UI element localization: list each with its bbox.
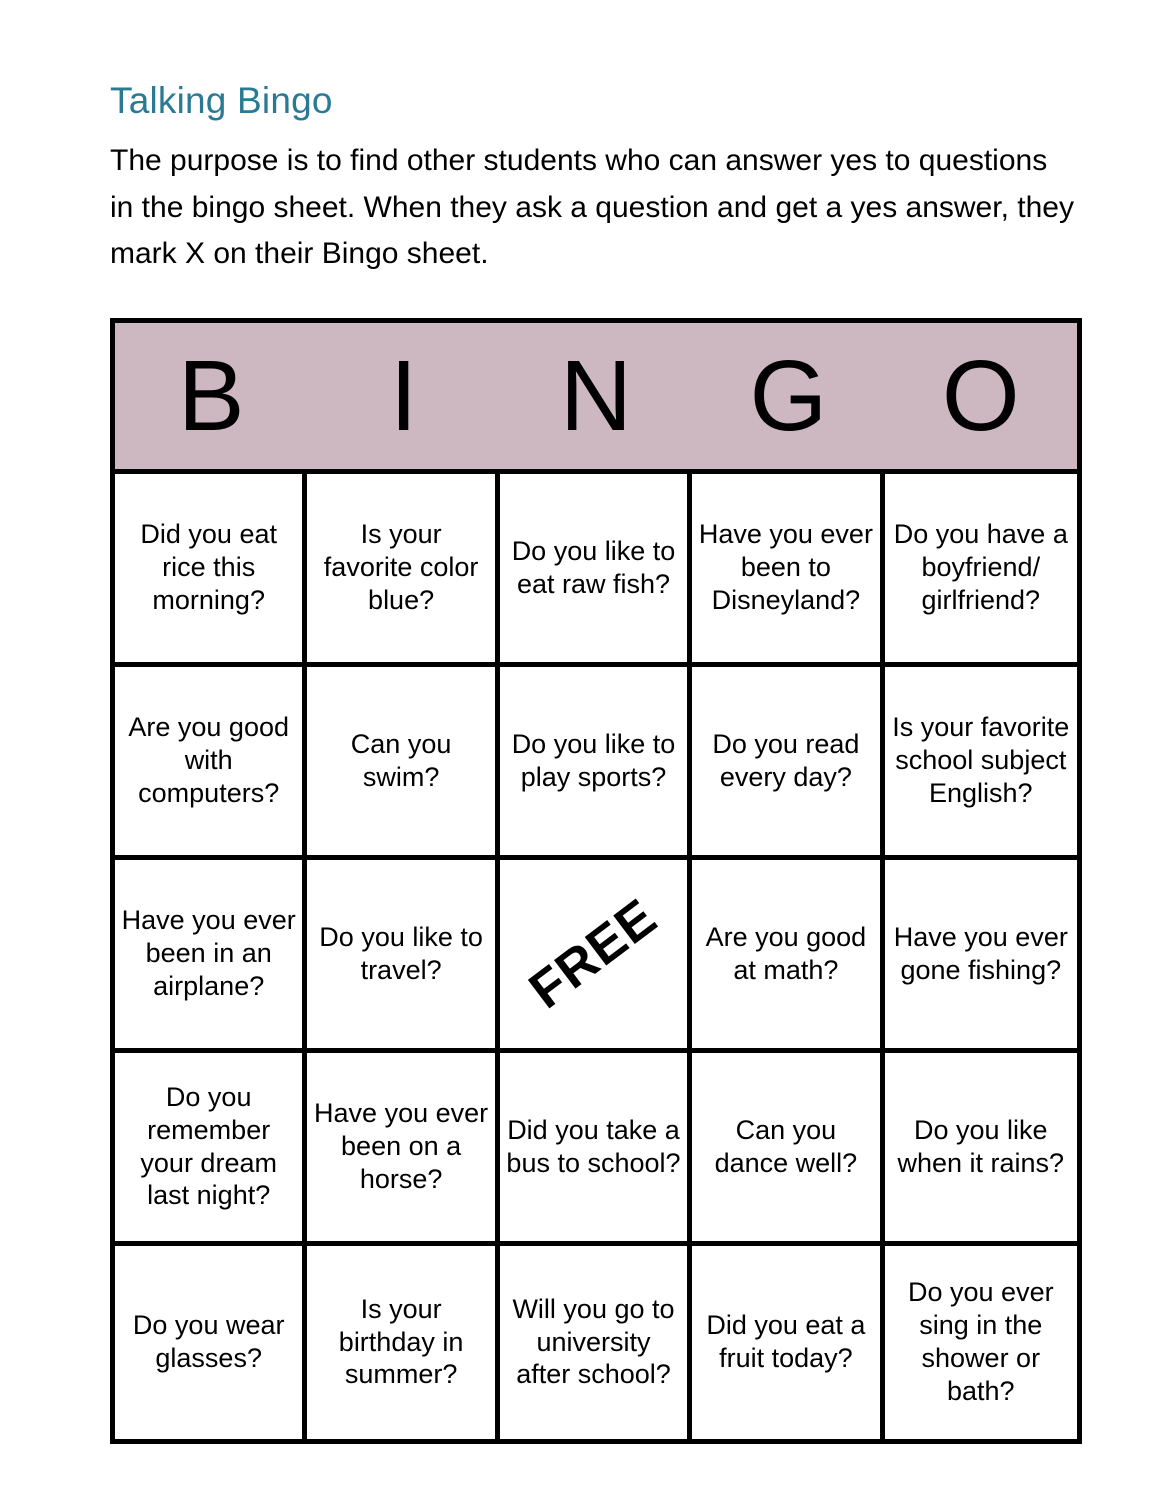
bingo-cell[interactable]: Do you remember your dream last night? [115, 1053, 307, 1246]
bingo-cell[interactable]: Is your favorite color blue? [307, 474, 499, 667]
bingo-cell[interactable]: Have you ever been to Disneyland? [692, 474, 884, 667]
bingo-cell[interactable]: Are you good with computers? [115, 667, 307, 860]
bingo-cell[interactable]: Have you ever been on a horse? [307, 1053, 499, 1246]
bingo-cell[interactable]: Are you good at math? [692, 860, 884, 1053]
bingo-cell[interactable]: Do you have a boyfriend/ girlfriend? [885, 474, 1077, 667]
bingo-cell[interactable]: Have you ever gone fishing? [885, 860, 1077, 1053]
bingo-cell[interactable]: Do you like to eat raw fish? [500, 474, 692, 667]
bingo-cell[interactable]: Did you take a bus to school? [500, 1053, 692, 1246]
bingo-header-letter-i: I [389, 339, 418, 452]
bingo-cell[interactable]: Can you swim? [307, 667, 499, 860]
page-title: Talking Bingo [110, 80, 333, 121]
bingo-cell[interactable]: Is your favorite school subject English? [885, 667, 1077, 860]
bingo-cell[interactable]: Do you wear glasses? [115, 1246, 307, 1439]
bingo-cell[interactable]: Will you go to university after school? [500, 1246, 692, 1439]
bingo-cell-free[interactable] [500, 860, 692, 1053]
free-label: FREE [519, 887, 668, 1020]
bingo-card [110, 318, 1082, 1444]
bingo-cell[interactable]: Is your birthday in summer? [307, 1246, 499, 1439]
bingo-grid [115, 474, 1077, 1439]
bingo-cell[interactable]: Did you eat a fruit today? [692, 1246, 884, 1439]
bingo-cell[interactable]: Did you eat rice this morning? [115, 474, 307, 667]
bingo-header-letter-b: B [177, 339, 245, 452]
bingo-header-letter-o: O [941, 339, 1020, 452]
bingo-header-row [115, 323, 1077, 474]
bingo-cell[interactable]: Can you dance well? [692, 1053, 884, 1246]
bingo-cell[interactable]: Do you like to play sports? [500, 667, 692, 860]
bingo-cell[interactable]: Do you like to travel? [307, 860, 499, 1053]
bingo-cell[interactable]: Do you ever sing in the shower or bath? [885, 1246, 1077, 1439]
bingo-cell[interactable]: Do you read every day? [692, 667, 884, 860]
instructions-text: The purpose is to find other students who can answer yes to questions in the bingo sheet. When they ask a question and get a yes answer, they mark X on their Bingo sheet. [110, 144, 1074, 270]
bingo-cell[interactable]: Do you like when it rains? [885, 1053, 1077, 1246]
bingo-header-letter-n: N [559, 339, 633, 452]
bingo-header-letter-g: G [749, 339, 828, 452]
bingo-cell[interactable]: Have you ever been in an airplane? [115, 860, 307, 1053]
